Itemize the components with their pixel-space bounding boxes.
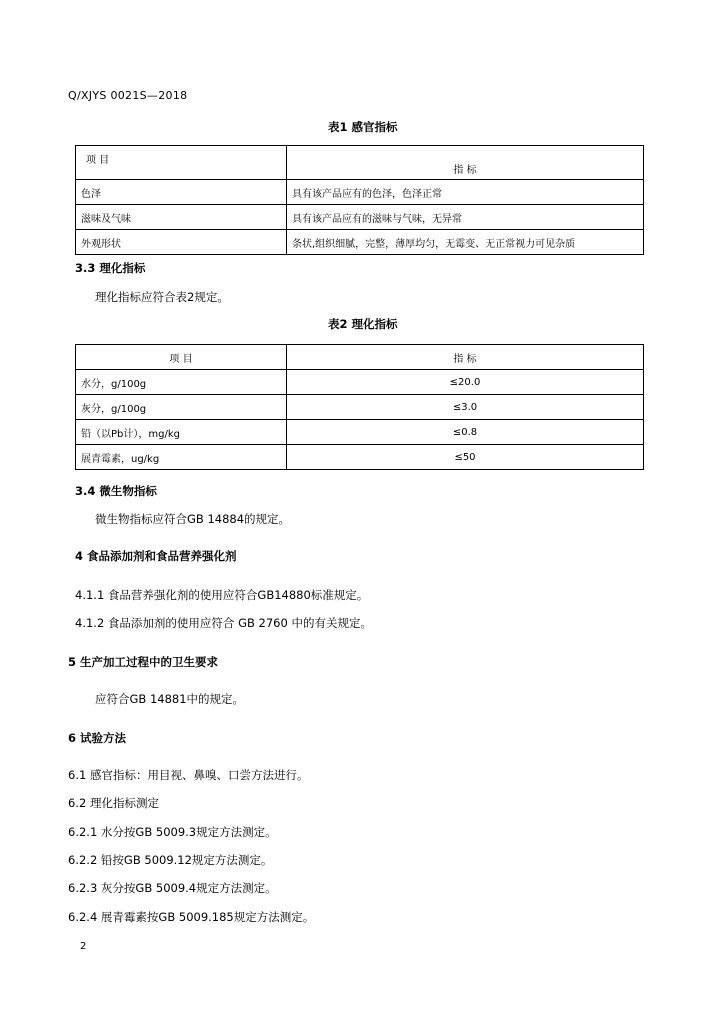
table-row xyxy=(76,180,644,205)
table-row xyxy=(76,205,644,230)
section-3-4-text: 微生物指标应符合GB 14884的规定。 xyxy=(95,512,291,526)
sensory-table xyxy=(75,145,644,255)
cell-item: 灰分，g/100g xyxy=(76,395,287,420)
cell-item: 滋味及气味 xyxy=(76,205,287,230)
header-item: 项 目 xyxy=(76,345,287,370)
clause-6-2: 6.2 理化指标测定 xyxy=(68,796,159,810)
header-spec: 指 标 xyxy=(287,146,644,180)
table-row xyxy=(76,445,644,470)
clause-6-2-3: 6.2.3 灰分按GB 5009.4规定方法测定。 xyxy=(68,881,277,895)
table-row xyxy=(76,370,644,395)
section-6-title: 6 试验方法 xyxy=(68,731,127,745)
header-spec: 指 标 xyxy=(287,345,644,370)
table-row xyxy=(76,230,644,255)
section-3-4-title: 3.4 微生物指标 xyxy=(75,484,157,498)
section-4-title: 4 食品添加剂和食品营养强化剂 xyxy=(75,549,237,563)
clause-6-1: 6.1 感官指标：用目视、鼻嗅、口尝方法进行。 xyxy=(68,768,309,782)
table-row xyxy=(76,395,644,420)
cell-item: 铅（以Pb计），mg/kg xyxy=(76,420,287,445)
table-header-row xyxy=(76,146,644,180)
cell-spec: ≤0.8 xyxy=(287,420,644,445)
clause-6-2-1: 6.2.1 水分按GB 5009.3规定方法测定。 xyxy=(68,825,277,839)
cell-spec: 具有该产品应有的色泽，色泽正常 xyxy=(287,180,644,205)
clause-6-2-4: 6.2.4 展青霉素按GB 5009.185规定方法测定。 xyxy=(68,910,315,924)
cell-spec: ≤50 xyxy=(287,445,644,470)
page-number: 2 xyxy=(80,941,87,952)
cell-item: 色泽 xyxy=(76,180,287,205)
cell-item: 水分，g/100g xyxy=(76,370,287,395)
clause-6-2-2: 6.2.2 铅按GB 5009.12规定方法测定。 xyxy=(68,853,273,867)
cell-spec: ≤20.0 xyxy=(287,370,644,395)
clause-4-1-2: 4.1.2 食品添加剂的使用应符合 GB 2760 中的有关规定。 xyxy=(75,616,372,630)
table-header-row xyxy=(76,345,644,370)
section-5-text: 应符合GB 14881中的规定。 xyxy=(95,692,245,706)
table-row xyxy=(76,420,644,445)
section-5-title: 5 生产加工过程中的卫生要求 xyxy=(68,655,219,669)
section-3-3-title: 3.3 理化指标 xyxy=(75,261,146,275)
physchem-table xyxy=(75,344,644,470)
cell-spec: 条状,组织细腻，完整，薄厚均匀，无霉变、无正常视力可见杂质 xyxy=(287,230,644,255)
clause-4-1-1: 4.1.1 食品营养强化剂的使用应符合GB14880标准规定。 xyxy=(75,588,369,602)
table1-caption: 表1 感官指标 xyxy=(328,120,398,134)
cell-spec: 具有该产品应有的滋味与气味，无异常 xyxy=(287,205,644,230)
header-item: 项 目 xyxy=(76,146,287,180)
cell-item: 展青霉素，ug/kg xyxy=(76,445,287,470)
cell-spec: ≤3.0 xyxy=(287,395,644,420)
document-id: Q/XJYS 0021S—2018 xyxy=(68,89,188,102)
cell-item: 外观形状 xyxy=(76,230,287,255)
section-3-3-text: 理化指标应符合表2规定。 xyxy=(95,290,229,304)
table2-caption: 表2 理化指标 xyxy=(328,317,398,331)
